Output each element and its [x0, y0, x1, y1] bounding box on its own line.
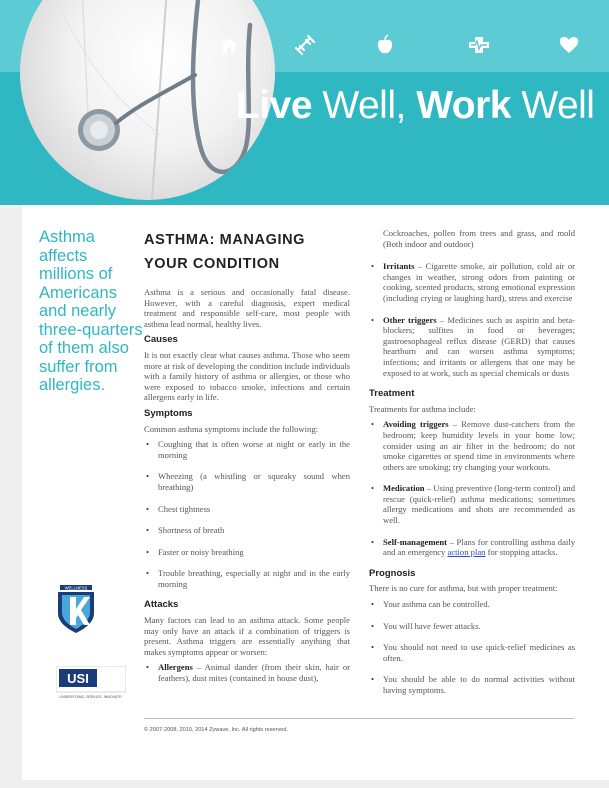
list-item: • You should be able to do normal activities without having symptoms.	[369, 674, 575, 695]
treatment-intro: Treatments for asthma include:	[369, 403, 476, 414]
heart-icon	[558, 34, 580, 56]
list-item: • Your asthma can be controlled.	[369, 599, 575, 610]
prognosis-list	[369, 599, 575, 696]
header-banner	[0, 0, 609, 205]
irritants-text: – Cigarette smoke, air pollution, cold air or changes in weather, strong odors from painting or cooking, scented products, strong emotional expression (including crying or laughing hard), stress and exercise	[383, 261, 575, 303]
fitness-icon	[294, 34, 316, 56]
copyright-footer: © 2007-2008, 2010, 2014 Zywave, Inc. All rights reserved.	[144, 727, 289, 733]
avoiding-triggers-text: – Remove dust-catchers from the bedroom; keep humidity levels in your home low; consider using an air filter in the bedroom; do not smoke cigarettes or spend time in environments where others are smoking; try changing your workouts.	[383, 419, 575, 472]
attacks-heading: Attacks	[144, 599, 179, 611]
causes-paragraph: It is not exactly clear what causes asthma. Those who seem more at risk of developing the condition include individuals with a family history of asthma or allergies, or those who were exposed to tobacco smoke, infections and certain allergens early in life.	[144, 349, 350, 403]
avoiding-triggers-label: Avoiding triggers	[383, 419, 449, 430]
usi-logo-text: USI	[67, 671, 89, 686]
symptoms-intro: Common asthma symptoms include the following:	[144, 423, 319, 434]
intro-paragraph: Asthma is a serious and occasionally fatal disease. However, with a careful diagnosis, expert medical treatment and responsible self-care, most people with asthma lead normal, healthy lives.	[144, 287, 350, 329]
article-title: ASTHMA: MANAGING YOUR CONDITION	[144, 232, 306, 272]
symptoms-list	[144, 439, 350, 589]
triggers-list-start	[144, 662, 350, 683]
title-well-1: Well,	[322, 84, 406, 127]
list-item	[144, 662, 350, 683]
article-column-1	[144, 228, 350, 695]
wellness-logo-text: WELLNESS	[64, 585, 88, 591]
list-item	[369, 419, 575, 472]
treatment-heading: Treatment	[369, 388, 415, 400]
treatment-list	[369, 419, 575, 558]
title-work: Work	[416, 84, 511, 127]
prognosis-intro: There is no cure for asthma, but with proper treatment:	[369, 583, 558, 594]
usi-logo	[56, 666, 126, 700]
allergens-label: Allergens	[158, 662, 193, 673]
list-item	[369, 537, 575, 558]
causes-heading: Causes	[144, 334, 178, 346]
self-management-text-end: for stopping attacks.	[485, 547, 558, 558]
action-plan-link[interactable]: action plan	[447, 547, 486, 558]
prognosis-heading: Prognosis	[369, 567, 416, 579]
allergens-text: – Animal dander (from their skin, hair or feathers), dust mites (contained in house dust),	[158, 662, 350, 684]
medication-text: – Using preventive (long-term control) and rescue (quick-relief) asthma medications; sometimes allergy medications and shots are recommended as well.	[383, 483, 575, 526]
article-column-2	[369, 228, 575, 707]
self-management-text: – Plans for controlling asthma daily and an emergency	[383, 536, 575, 558]
list-item: • Faster or noisy breathing	[144, 547, 350, 558]
allergens-continued: Cockroaches, pollen from trees and grass, and mold (Both indoor and outdoor)	[383, 228, 575, 249]
list-item: • You should not need to use quick-relief medicines as often.	[369, 642, 575, 663]
list-item: • Wheezing (a whistling or squeaky sound when breathing)	[144, 471, 350, 492]
list-item	[369, 483, 575, 525]
title-well-2: Well	[521, 84, 595, 127]
triggers-list	[369, 261, 575, 378]
other-triggers-text: – Medicines such as aspirin and beta-blockers; sulfites in food or beverages; gastroesophageal reflux disease (GERD) that causes heartburn and can worsen asthma symptoms; infections; and irritants or allergens that one may be exposed to at work, such as special chemicals or dusts	[383, 314, 575, 378]
self-management-label: Self-management	[383, 536, 447, 547]
footer-divider	[144, 718, 574, 719]
list-item: • Trouble breathing, especially at night and in the early morning	[144, 568, 350, 589]
house-icon	[218, 34, 240, 56]
apple-icon	[374, 34, 396, 56]
sidebar-quote: Asthma affects millions of Americans and nearly three-quarters of them also suffer from allergies.	[39, 228, 143, 394]
list-item	[369, 315, 575, 379]
medication-label: Medication	[383, 483, 425, 494]
masthead-title	[236, 84, 594, 128]
list-item: • Coughing that is often worse at night or early in the morning	[144, 439, 350, 460]
attacks-paragraph: Many factors can lead to an asthma attack. Some people may only have an attack if a combination of triggers is present. Asthma triggers are essentially anything that makes symptoms appear or worsen:	[144, 615, 350, 657]
list-item	[369, 261, 575, 303]
symptoms-heading: Symptoms	[144, 407, 193, 419]
list-item: • Chest tightness	[144, 504, 350, 515]
title-live: Live	[236, 84, 313, 127]
wellness-logo	[54, 583, 98, 635]
other-triggers-label: Other triggers	[383, 314, 437, 325]
medical-cross-icon	[466, 34, 492, 56]
usi-tagline: UNDERSTAND. SERVICE. INNOVATE.	[59, 695, 123, 699]
list-item: • You will have fewer attacks.	[369, 621, 575, 632]
list-item: • Shortness of breath	[144, 525, 350, 536]
irritants-label: Irritants	[383, 261, 415, 272]
